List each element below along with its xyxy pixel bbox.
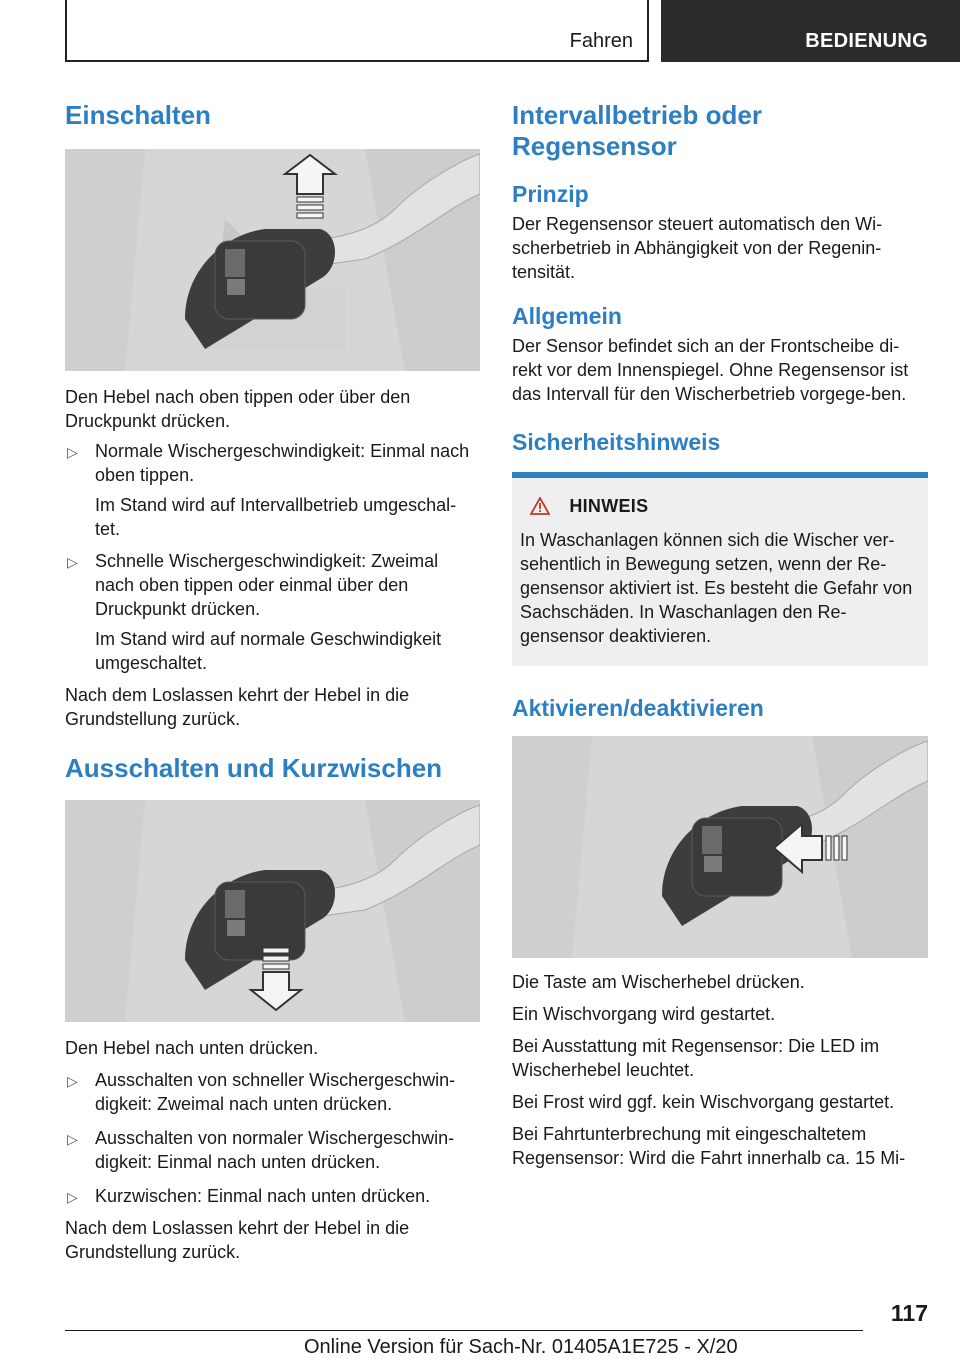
triangle-bullet-icon: ▷: [67, 1073, 78, 1089]
figure-lever-down: [65, 800, 480, 1022]
warning-text: In Waschanlagen können sich die Wischer ver-sehentlich in Bewegung setzen, wenn der Re-gensensor aktiviert ist. Es besteht die Gefahr von Sachschäden. In Waschanlagen den Re-gensensor deaktivieren.: [520, 530, 913, 646]
list-item: ▷ Normale Wischergeschwindigkeit: Einmal nach oben tippen. Im Stand wird auf Intervallbetrieb umgeschal-tet.: [67, 441, 470, 539]
left-column: [65, 100, 480, 1264]
footer-online-version: Online Version für Sach-Nr. 01405A1E725 - X/20: [304, 1336, 738, 1358]
figure-lever-up: [65, 149, 480, 371]
heading-prinzip: Prinzip: [512, 181, 589, 207]
heading-aktivieren: Aktivieren/deaktivieren: [512, 695, 764, 721]
triangle-bullet-icon: ▷: [67, 444, 78, 460]
triangle-bullet-icon: ▷: [67, 554, 78, 570]
einschalten-outro: Nach dem Loslassen kehrt der Hebel in die Grundstellung zurück.: [65, 685, 410, 729]
aktivieren-para: Ein Wischvorgang wird gestartet.: [512, 1004, 776, 1024]
heading-intervall: Intervallbetrieb oder Regensensor: [512, 100, 762, 161]
warning-triangle-icon: [530, 497, 550, 520]
einschalten-list: [65, 439, 480, 675]
ausschalten-outro: Nach dem Loslassen kehrt der Hebel in die Grundstellung zurück.: [65, 1218, 410, 1262]
aktivieren-para: Bei Frost wird ggf. kein Wischvorgang gestartet.: [512, 1092, 895, 1112]
heading-ausschalten: Ausschalten und Kurzwischen: [65, 753, 443, 783]
aktivieren-para: Bei Fahrtunterbrechung mit eingeschaltetem Regensensor: Wird die Fahrt innerhalb ca. 15 Mi-: [512, 1124, 906, 1168]
header-chapter-box: [65, 0, 649, 62]
triangle-bullet-icon: ▷: [67, 1131, 78, 1147]
ausschalten-list: [65, 1068, 480, 1208]
list-item: ▷ Schnelle Wischergeschwindigkeit: Zweimal nach oben tippen oder einmal über den Druckpunkt drücken. Im Stand wird auf normale Geschwindigkeit umgeschaltet.: [67, 551, 442, 673]
header-chapter: Fahren: [569, 30, 633, 52]
list-item: ▷ Ausschalten von schneller Wischergeschwin-digkeit: Zweimal nach unten drücken.: [67, 1070, 456, 1114]
prinzip-text: Der Regensensor steuert automatisch den Wi-scherbetrieb in Abhängigkeit von der Regenin-tensität.: [512, 214, 883, 282]
right-column: [512, 100, 928, 1170]
list-item: ▷ Kurzwischen: Einmal nach unten drücken.: [65, 1184, 480, 1208]
warning-title: [520, 496, 920, 520]
list-item: ▷ Ausschalten von normaler Wischergeschwin-digkeit: Einmal nach unten drücken.: [67, 1128, 455, 1172]
heading-sicherheit: Sicherheitshinweis: [512, 429, 721, 455]
triangle-bullet-icon: ▷: [67, 1189, 78, 1205]
header-section: BEDIENUNG: [805, 30, 928, 52]
aktivieren-para: Bei Ausstattung mit Regensensor: Die LED im Wischerhebel leuchtet.: [512, 1036, 880, 1080]
figure-lever-button: [512, 736, 928, 958]
footer-divider: [65, 1330, 863, 1331]
allgemein-text: Der Sensor befindet sich an der Frontscheibe di-rekt vor dem Innenspiegel. Ohne Regensensor ist das Intervall für den Wischerbetrieb vorgege-ben.: [512, 336, 909, 404]
heading-einschalten: Einschalten: [65, 100, 211, 130]
heading-allgemein: Allgemein: [512, 303, 622, 329]
ausschalten-intro: Den Hebel nach unten drücken.: [65, 1038, 319, 1058]
warning-label: HINWEIS: [569, 496, 649, 516]
page-number: 117: [890, 1300, 928, 1326]
aktivieren-para: Die Taste am Wischerhebel drücken.: [512, 972, 805, 992]
header-section-tab: [661, 0, 960, 62]
aktivieren-text: [512, 970, 928, 1170]
einschalten-intro: Den Hebel nach oben tippen oder über den Druckpunkt drücken.: [65, 387, 411, 431]
warning-box: [512, 472, 928, 666]
